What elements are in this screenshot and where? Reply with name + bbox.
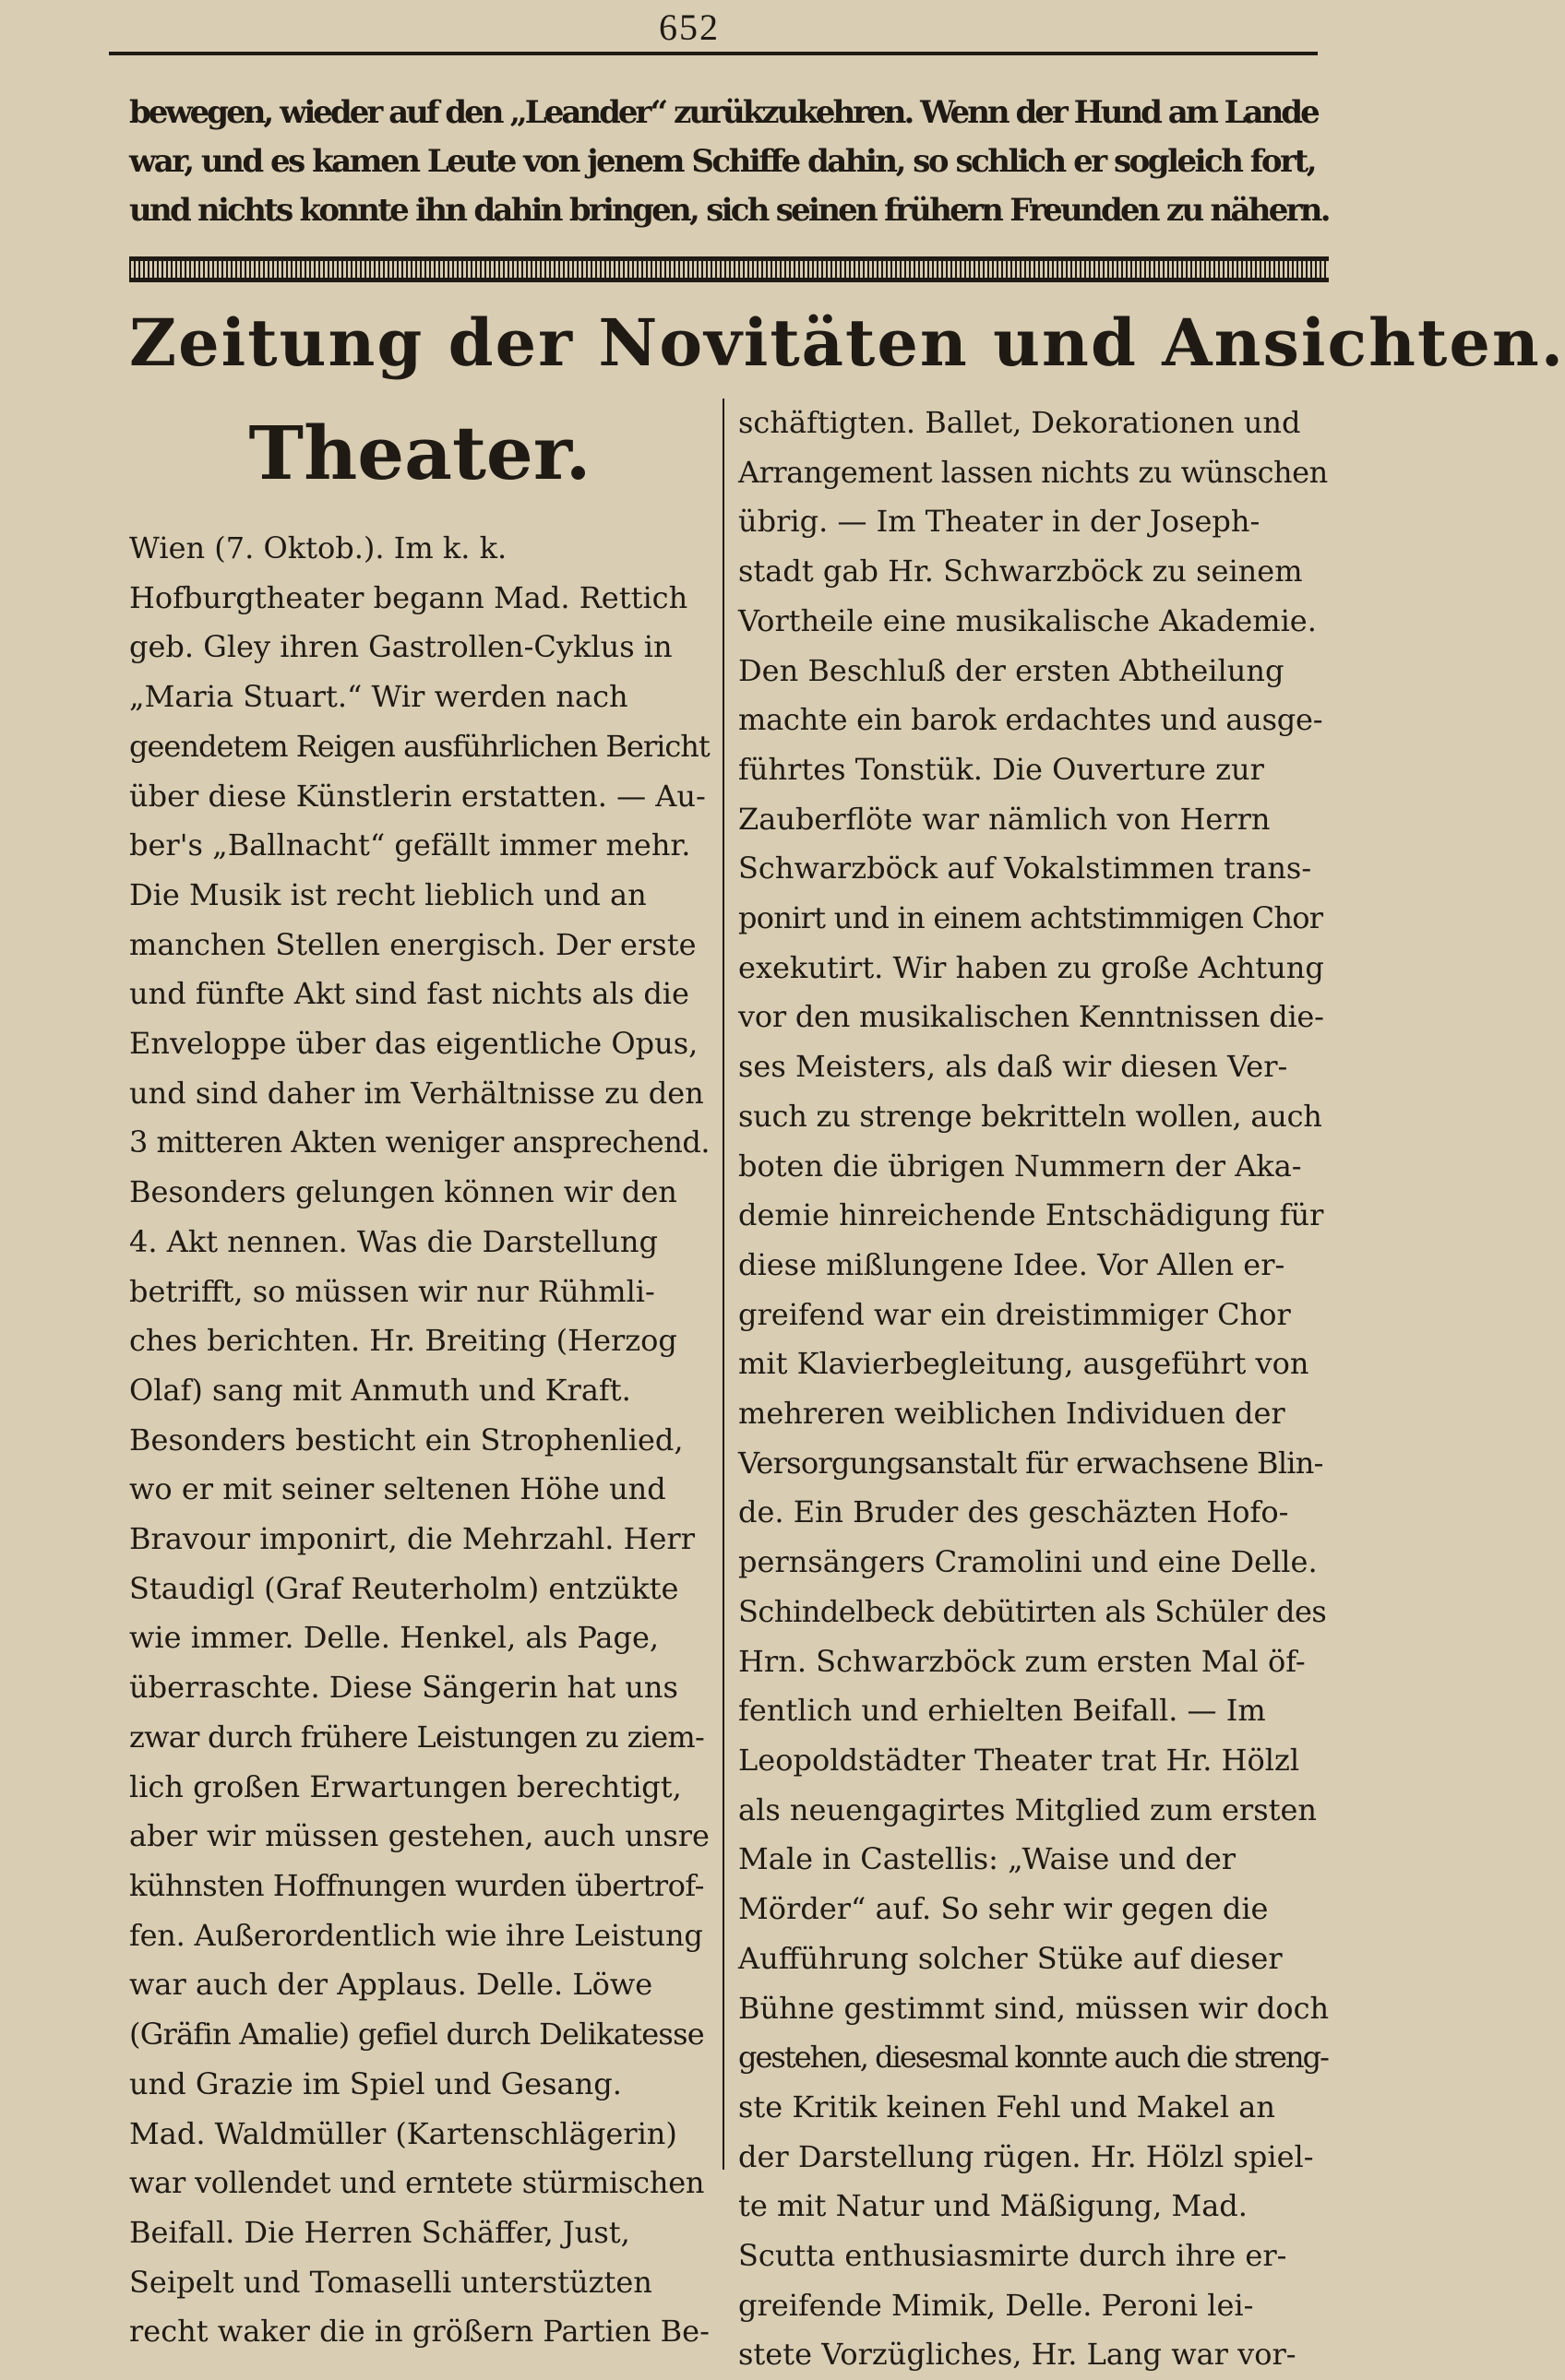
text-line: ses Meisters, als daß wir diesen Ver- (738, 1049, 1288, 1085)
text-line: greifend war ein dreistimmiger Chor (738, 1296, 1291, 1332)
text-line: Staudigl (Graf Reuterholm) entzükte (129, 1570, 679, 1606)
text-line: führtes Tonstük. Die Ouverture zur (738, 751, 1264, 787)
text-line: mehreren weiblichen Individuen der (738, 1396, 1285, 1432)
text-line: Seipelt und Tomaselli unterstüzten (129, 2264, 652, 2300)
text-line: stadt gab Hr. Schwarzböck zu seinem (738, 553, 1303, 589)
text-line: diese mißlungene Idee. Vor Allen er- (738, 1246, 1285, 1282)
text-line: Wien (7. Oktob.). Im k. k. (129, 530, 508, 565)
text-line: Enveloppe über das eigentliche Opus, (129, 1026, 699, 1062)
text-line: machte ein barok erdachtes und ausge- (738, 702, 1323, 738)
text-line: Die Musik ist recht lieblich und an (129, 876, 647, 912)
text-line: und sind daher im Verhältnisse zu den (129, 1075, 704, 1111)
text-line: Beifall. Die Herren Schäffer, Just, (129, 2214, 630, 2250)
text-line: fen. Außerordentlich wie ihre Leistung (129, 1917, 703, 1953)
ornamental-divider (129, 256, 1329, 282)
text-line: überraschte. Diese Sängerin hat uns (129, 1670, 678, 1706)
text-line: aber wir müssen gestehen, auch unsre (129, 1818, 710, 1854)
text-line: der Darstellung rügen. Hr. Hölzl spiel- (738, 2138, 1314, 2174)
text-line: Mörder“ auf. So sehr wir gegen die (738, 1891, 1269, 1927)
text-line: Schwarzböck auf Vokalstimmen trans- (738, 851, 1312, 887)
text-line: Aufführung solcher Stüke auf dieser (738, 1940, 1283, 1976)
text-line: wie immer. Delle. Henkel, als Page, (129, 1620, 660, 1656)
text-line: als neuengagirtes Mitglied zum ersten (738, 1791, 1318, 1827)
text-line: ches berichten. Hr. Breiting (Herzog (129, 1323, 677, 1359)
text-line: ste Kritik keinen Fehl und Makel an (738, 2088, 1275, 2124)
text-line: (Gräfin Amalie) gefiel durch Delikatesse (129, 2017, 704, 2053)
text-line: Vortheile eine musikalische Akademie. (738, 602, 1317, 638)
text-line: Versorgungsanstalt für erwachsene Blin- (738, 1445, 1323, 1481)
lead-line: und nichts konnte ihn dahin bringen, sich seinen frühern Freunden zu nähern. (129, 192, 1329, 229)
text-line: Zauberflöte war nämlich von Herrn (738, 801, 1271, 837)
text-line: ponirt und in einem achtstimmigen Chor (738, 900, 1323, 936)
text-line: exekutirt. Wir haben zu große Achtung (738, 949, 1324, 985)
text-line: und Grazie im Spiel und Gesang. (129, 2065, 622, 2101)
text-line: Besonders gelungen können wir den (129, 1174, 677, 1210)
text-line: de. Ein Bruder des geschäzten Hofo- (738, 1494, 1289, 1530)
text-line: kühnsten Hoffnungen wurden übertrof- (129, 1867, 704, 1903)
right-column (738, 399, 1329, 2380)
top-rule (109, 52, 1318, 55)
text-line: geb. Gley ihren Gastrollen-Cyklus in (129, 629, 673, 665)
section-masthead: Zeitung der Novitäten und Ansichten. (129, 304, 1565, 381)
text-line: und fünfte Akt sind fast nichts als die (129, 976, 689, 1012)
text-line: Leopoldstädter Theater trat Hr. Hölzl (738, 1742, 1300, 1778)
text-line: te mit Natur und Mäßigung, Mad. (738, 2188, 1248, 2224)
text-line: Schindelbeck debütirten als Schüler des (738, 1593, 1327, 1629)
text-line: Hrn. Schwarzböck zum ersten Mal öf- (738, 1643, 1306, 1679)
text-line: mit Klavierbegleitung, ausgeführt von (738, 1346, 1309, 1382)
text-line: fentlich und erhielten Beifall. — Im (738, 1693, 1266, 1729)
text-line: ber's „Ballnacht“ gefällt immer mehr. (129, 827, 691, 863)
text-line: Den Beschluß der ersten Abtheilung (738, 652, 1284, 688)
text-line: Bravour imponirt, die Mehrzahl. Herr (129, 1521, 695, 1557)
text-line: pernsängers Cramolini und eine Delle. (738, 1544, 1318, 1580)
page-number: 652 (659, 6, 720, 48)
text-line: war auch der Applaus. Delle. Löwe (129, 1967, 653, 2003)
text-line: zwar durch frühere Leistungen zu ziem- (129, 1719, 705, 1755)
text-line: Scutta enthusiasmirte durch ihre er- (738, 2238, 1287, 2274)
lead-paragraph (129, 89, 1329, 235)
text-line: übrig. — Im Theater in der Joseph- (738, 504, 1260, 540)
text-line: demie hinreichende Entschädigung für (738, 1197, 1324, 1233)
text-line: wo er mit seiner seltenen Höhe und (129, 1471, 666, 1507)
text-line: vor den musikalischen Kenntnissen die- (738, 999, 1324, 1035)
section-heading: Theater. (248, 410, 591, 496)
text-line: Bühne gestimmt sind, müssen wir doch (738, 1990, 1330, 2026)
text-line: manchen Stellen energisch. Der erste (129, 926, 697, 962)
text-line: Male in Castellis: „Waise und der (738, 1841, 1236, 1877)
left-column (129, 524, 711, 2357)
text-line: Arrangement lassen nichts zu wünschen (738, 454, 1328, 490)
text-line: „Maria Stuart.“ Wir werden nach (129, 679, 628, 715)
text-line: recht waker die in größern Partien Be- (129, 2314, 710, 2350)
text-line: greifende Mimik, Delle. Peroni lei- (738, 2287, 1254, 2323)
text-line: lich großen Erwartungen berechtigt, (129, 1768, 682, 1804)
text-line: boten die übrigen Nummern der Aka- (738, 1148, 1302, 1184)
text-line: betrifft, so müssen wir nur Rühmli- (129, 1273, 655, 1309)
text-line: war vollendet und erntete stürmischen (129, 2165, 705, 2201)
lead-line: bewegen, wieder auf den „Leander“ zurükzukehren. Wenn der Hund am Lande (129, 94, 1318, 131)
text-line: such zu strenge bekritteln wollen, auch (738, 1098, 1322, 1134)
text-line: über diese Künstlerin erstatten. — Au- (129, 778, 706, 814)
lead-line: war, und es kamen Leute von jenem Schiffe dahin, so schlich er sogleich fort, (129, 143, 1316, 180)
text-line: geendetem Reigen ausführlichen Bericht (129, 728, 710, 764)
text-line: Besonders besticht ein Strophenlied, (129, 1422, 684, 1458)
text-line: 4. Akt nennen. Was die Darstellung (129, 1223, 658, 1259)
text-line: schäftigten. Ballet, Dekorationen und (738, 405, 1301, 440)
text-line: Olaf) sang mit Anmuth und Kraft. (129, 1372, 631, 1408)
text-line: Mad. Waldmüller (Kartenschlägerin) (129, 2115, 677, 2151)
text-line: Hofburgtheater begann Mad. Rettich (129, 579, 688, 615)
column-divider (723, 399, 724, 2170)
text-line: 3 mitteren Akten weniger ansprechend. (129, 1125, 710, 1160)
text-line: gestehen, diesesmal konnte auch die streng- (738, 2040, 1328, 2076)
text-line: stete Vorzügliches, Hr. Lang war vor- (738, 2337, 1296, 2373)
